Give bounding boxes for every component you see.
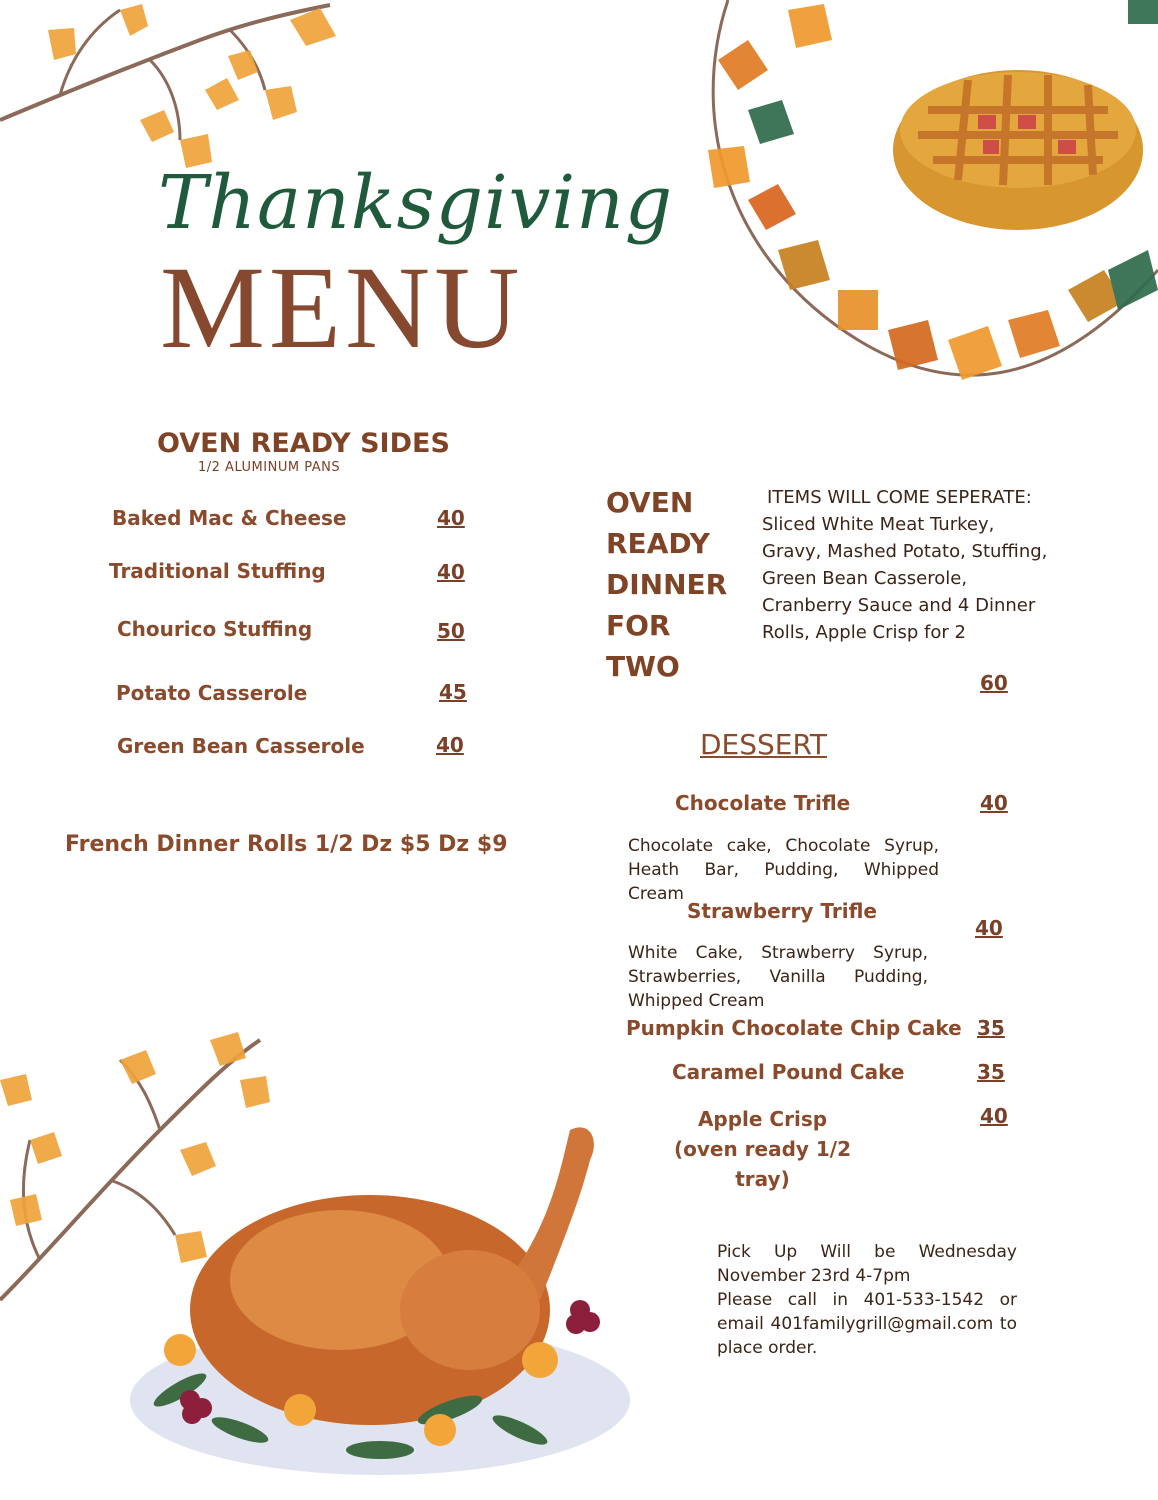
side-item-price: 40 [437, 560, 465, 584]
dessert-item-description: White Cake, Strawberry Syrup, Strawberries, Vanilla Pudding, Whipped Cream [628, 943, 928, 1011]
side-item-name: Potato Casserole [116, 681, 308, 705]
dessert-item-name: Strawberry Trifle [687, 899, 877, 923]
side-item-price: 50 [437, 619, 465, 643]
title-script: Thanksgiving [158, 160, 674, 246]
side-item-price: 45 [439, 680, 467, 704]
dinner-heading-line: OVEN [606, 486, 694, 519]
title-menu: MENU [160, 242, 524, 373]
dinner-heading-line: DINNER [606, 568, 728, 601]
pickup-info [717, 1240, 1017, 1360]
dessert-item-name-line: (oven ready 1/2 tray) [673, 1137, 852, 1191]
dessert-heading: DESSERT [700, 728, 828, 761]
dessert-item-description: Chocolate cake, Chocolate Syrup, Heath Bar, Pudding, Whipped Cream [628, 836, 939, 904]
dinner-heading-line: TWO [606, 650, 680, 683]
dessert-item-name-line: Apple Crisp [697, 1107, 828, 1131]
dessert-item-price: 35 [977, 1016, 1005, 1040]
dinner-note-heading: ITEMS WILL COME SEPERATE: [767, 487, 1032, 508]
dessert-item-price: 40 [975, 916, 1003, 940]
dessert-item-name [645, 1104, 880, 1194]
dinner-heading-line: READY [606, 527, 710, 560]
dessert-item-name: Caramel Pound Cake [672, 1060, 905, 1084]
dessert-item-price: 40 [980, 1104, 1008, 1128]
dinner-price: 60 [980, 671, 1008, 695]
dinner-note-line: Green Bean Casserole, [762, 568, 968, 589]
autumn-branch-top-left [0, 0, 360, 180]
dinner-note-line: Cranberry Sauce and 4 Dinner [762, 595, 1036, 616]
roast-turkey-illustration [120, 1110, 640, 1490]
side-item-price: 40 [437, 506, 465, 530]
dinner-note-line: Rolls, Apple Crisp for 2 [762, 622, 966, 643]
pickup-line: Pick Up Will be Wednesday November 23rd 4-7pm [717, 1242, 1017, 1286]
dessert-item-price: 35 [977, 1060, 1005, 1084]
dinner-heading-line: FOR [606, 609, 671, 642]
dessert-item-name: Pumpkin Chocolate Chip Cake [626, 1016, 962, 1040]
dinner-note [762, 484, 1047, 646]
side-item-name: Baked Mac & Cheese [112, 506, 347, 530]
dinner-rolls-line: French Dinner Rolls 1/2 Dz $5 Dz $9 [65, 832, 508, 857]
dessert-item-price: 40 [980, 791, 1008, 815]
side-item-name: Green Bean Casserole [117, 734, 365, 758]
side-item-price: 40 [436, 733, 464, 757]
autumn-wreath-with-pie [688, 0, 1158, 420]
dessert-item-name: Chocolate Trifle [675, 791, 851, 815]
order-line: Please call in 401-533-1542 or email 401familygrill@gmail.com to place order. [717, 1290, 1017, 1358]
dinner-note-line: Sliced White Meat Turkey, [762, 514, 995, 535]
side-item-name: Chourico Stuffing [117, 617, 313, 641]
side-item-name: Traditional Stuffing [109, 559, 326, 583]
dinner-note-line: Gravy, Mashed Potato, Stuffing, [762, 541, 1048, 562]
sides-subheading: 1/2 ALUMINUM PANS [198, 460, 341, 475]
sides-heading: OVEN READY SIDES [157, 428, 450, 459]
dinner-heading [606, 482, 727, 687]
